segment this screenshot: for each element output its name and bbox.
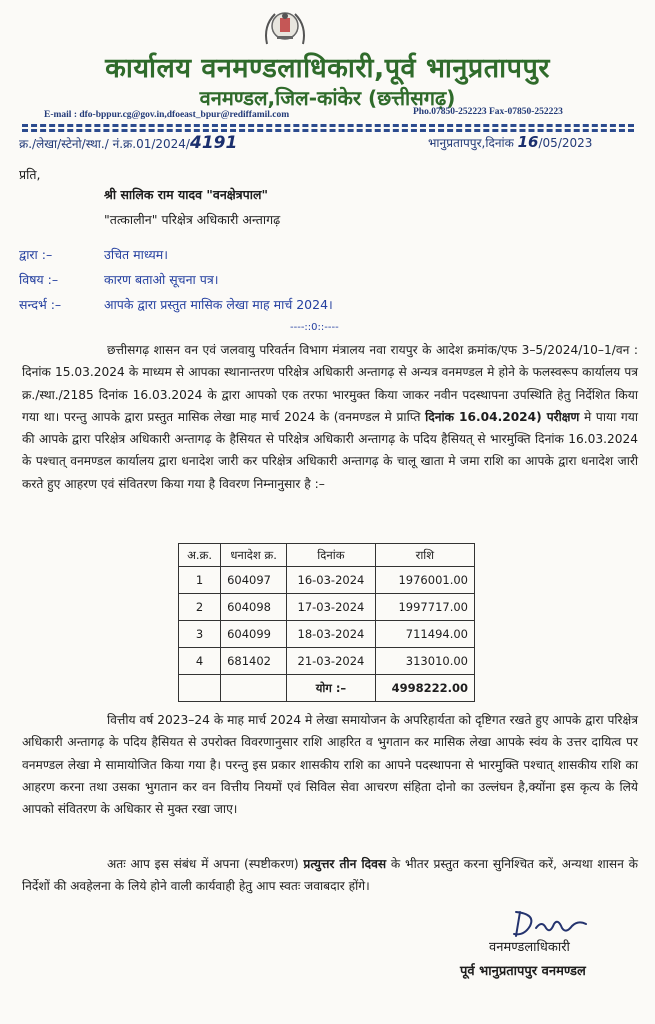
table-row xyxy=(179,621,475,648)
cell-amount: 313010.00 xyxy=(375,648,474,675)
office-title: कार्यालय वनमण्डलाधिकारी,पूर्व भानुप्रतापपुर xyxy=(105,53,550,84)
email-line: E-mail : dfo-bppur.cg@gov.in,dfoeast_bpur@rediffamil.com xyxy=(44,110,290,120)
header-cheque-no: धनादेश क्र. xyxy=(221,544,287,567)
cell-amount: 1976001.00 xyxy=(375,567,474,594)
header-date: दिनांक xyxy=(287,544,376,567)
handwritten-day: 16 xyxy=(517,133,539,151)
para3-bold: प्रत्युत्तर तीन दिवस xyxy=(303,857,387,871)
place-date xyxy=(428,133,592,151)
table-row xyxy=(179,567,475,594)
total-empty-cell xyxy=(179,675,221,702)
header-divider-top xyxy=(22,124,634,127)
cell-date: 21-03-2024 xyxy=(287,648,376,675)
subject-value: कारण बताओ सूचना पत्र। xyxy=(104,272,219,287)
signatory-division: पूर्व भानुप्रतापपुर वनमण्डल xyxy=(460,964,586,979)
table-total-row xyxy=(179,675,475,702)
handwritten-dispatch-number: 4191 xyxy=(189,133,238,153)
para1-bold: दिनांक 16.04.2024) परीक्षण xyxy=(425,409,580,424)
cell-cheque-no: 604098 xyxy=(221,594,287,621)
cell-cheque-no: 604097 xyxy=(221,567,287,594)
handwritten-signature xyxy=(506,906,598,940)
dwara-value: उचित माध्यम। xyxy=(104,247,168,262)
para1-text-b: मे पाया गया की आपके द्वारा परिक्षेत्र अधिकारी अन्तागढ़ के हैसियत से परिक्षेत्र अधिकारी अन्तागढ़ के पदिय हैसियत् से भारमुक्ति दिनांक 16.03.2024 के पश्चात् वनमण्डल कार्यालय द्वारा धनादेश जारी कर परिक्षेत्र अधिकारी अन्तागढ़ के चालू खाता मे जमा राशि का आपके द्वारा धनादेश जारी करते हुए आहरण एवं संवितरण किया गया है विवरण निम्नानुसार है :– xyxy=(22,409,638,491)
para2-text: वित्तीय वर्ष 2023–24 के माह मार्च 2024 मे लेखा समायोजन के अपरिहार्यता को दृष्टिगत रखते हुए आपके द्वारा परिक्षेत्र अधिकारी अन्तागढ़ के पदिय हैसियत से उपरोक्त विवरणानुसार राशि आहरित व भुगतान कर मासिक लेखा आपके स्वंय के उत्तर दायित्व पर वनमण्डल लेखा मे सामायोजित किया गया है। परन्तु इस प्रकार शासकीय राशि का आपने पदस्थापना से भारमुक्ति पश्चात् शासकीय राशि का आहरण करना तथा उसका भुगतान कर वन वित्तीय नियमों एवं सिविल सेवा आचरण संहिता दोनो का उल्लंघन है,क्योंना इस कृत्य के लिये आपको संवितरण के अधिकार से मुक्त रखा जाए। xyxy=(22,713,638,817)
para3-text-b: के भीतर प्रस्तुत करना सुनिश्चित करें, अन्यथा शासन के निर्देशों की अवहेलना के लिये होने वाली कार्यवाही हेतु आप स्वतः जवाबदार होंगे। xyxy=(22,857,639,894)
total-empty-cell xyxy=(221,675,287,702)
addressee-name: श्री सालिक राम यादव "वनक्षेत्रपाल" xyxy=(104,187,268,202)
separator: ----::0::---- xyxy=(290,322,339,333)
dwara-label: द्वारा :– xyxy=(19,247,53,262)
table-header-row xyxy=(179,544,475,567)
body-paragraph-3 xyxy=(22,853,638,898)
cell-date: 16-03-2024 xyxy=(287,567,376,594)
cell-date: 18-03-2024 xyxy=(287,621,376,648)
place-date-prefix: भानुप्रतापपुर,दिनांक xyxy=(428,136,518,150)
phone-fax-line: Pho.07850-252223 Fax-07850-252223 xyxy=(413,107,563,117)
body-paragraph-2 xyxy=(22,709,638,820)
header-amount: राशि xyxy=(375,544,474,567)
cell-date: 17-03-2024 xyxy=(287,594,376,621)
header-serial: अ.क्र. xyxy=(179,544,221,567)
para1-text-a: छत्तीसगढ़ शासन वन एवं जलवायु परिवर्तन विभाग मंत्रालय नवा रायपुर के आदेश क्रमांक/एफ 3–5/2024/10–1/वन : दिनांक 15.03.2024 के माध्यम से आपका स्थानान्तरण परिक्षेत्र अधिकारी अन्तागढ़ से अन्यत्र वनमण्डल मे होने के फलस्वरूप कार्यालय पत्र क्र./स्था./2185 दिनांक 16.03.2024 के द्वारा आपको एक तरफा भारमुक्त किया जाकर नवीन पदस्थापना उपस्थिति हेतु निर्देशित किया गया था। परन्तु आपके द्वारा प्रस्तुत मासिक लेखा माह मार्च 2024 के (वनमण्डल मे प्राप्ति xyxy=(22,343,638,424)
cell-amount: 711494.00 xyxy=(375,621,474,648)
total-amount: 4998222.00 xyxy=(375,675,474,702)
para3-text-a: अतः आप इस संबंध में अपना (स्पष्टीकरण) xyxy=(107,857,304,871)
reference-number xyxy=(19,133,237,153)
cell-cheque-no: 604099 xyxy=(221,621,287,648)
cheque-details-table xyxy=(178,543,475,702)
prati-label: प्रति, xyxy=(19,167,41,182)
reference-prefix: क्र./लेखा/स्टेनो/स्था./ नं.क्र.01/2024/ xyxy=(19,137,190,151)
body-paragraph-1 xyxy=(22,339,638,495)
cell-serial: 2 xyxy=(179,594,221,621)
reference-label: सन्दर्भ :– xyxy=(19,297,62,312)
cell-amount: 1997717.00 xyxy=(375,594,474,621)
cell-serial: 3 xyxy=(179,621,221,648)
cell-cheque-no: 681402 xyxy=(221,648,287,675)
cell-serial: 4 xyxy=(179,648,221,675)
signatory-designation: वनमण्डलाधिकारी xyxy=(489,940,570,955)
cell-serial: 1 xyxy=(179,567,221,594)
addressee-designation: "तत्कालीन" परिक्षेत्र अधिकारी अन्तागढ़ xyxy=(104,212,281,227)
reference-value: आपके द्वारा प्रस्तुत मासिक लेखा माह मार्च 2024। xyxy=(104,297,333,312)
total-label: योग :– xyxy=(287,675,376,702)
month-year: /05/2023 xyxy=(538,136,593,150)
table-row xyxy=(179,648,475,675)
government-emblem-icon xyxy=(261,6,309,46)
header-divider-bottom xyxy=(22,129,634,132)
subject-label: विषय :– xyxy=(19,272,59,287)
division-subtitle: वनमण्डल,जिल-कांकेर (छत्तीसगढ़) xyxy=(199,86,456,110)
table-row xyxy=(179,594,475,621)
